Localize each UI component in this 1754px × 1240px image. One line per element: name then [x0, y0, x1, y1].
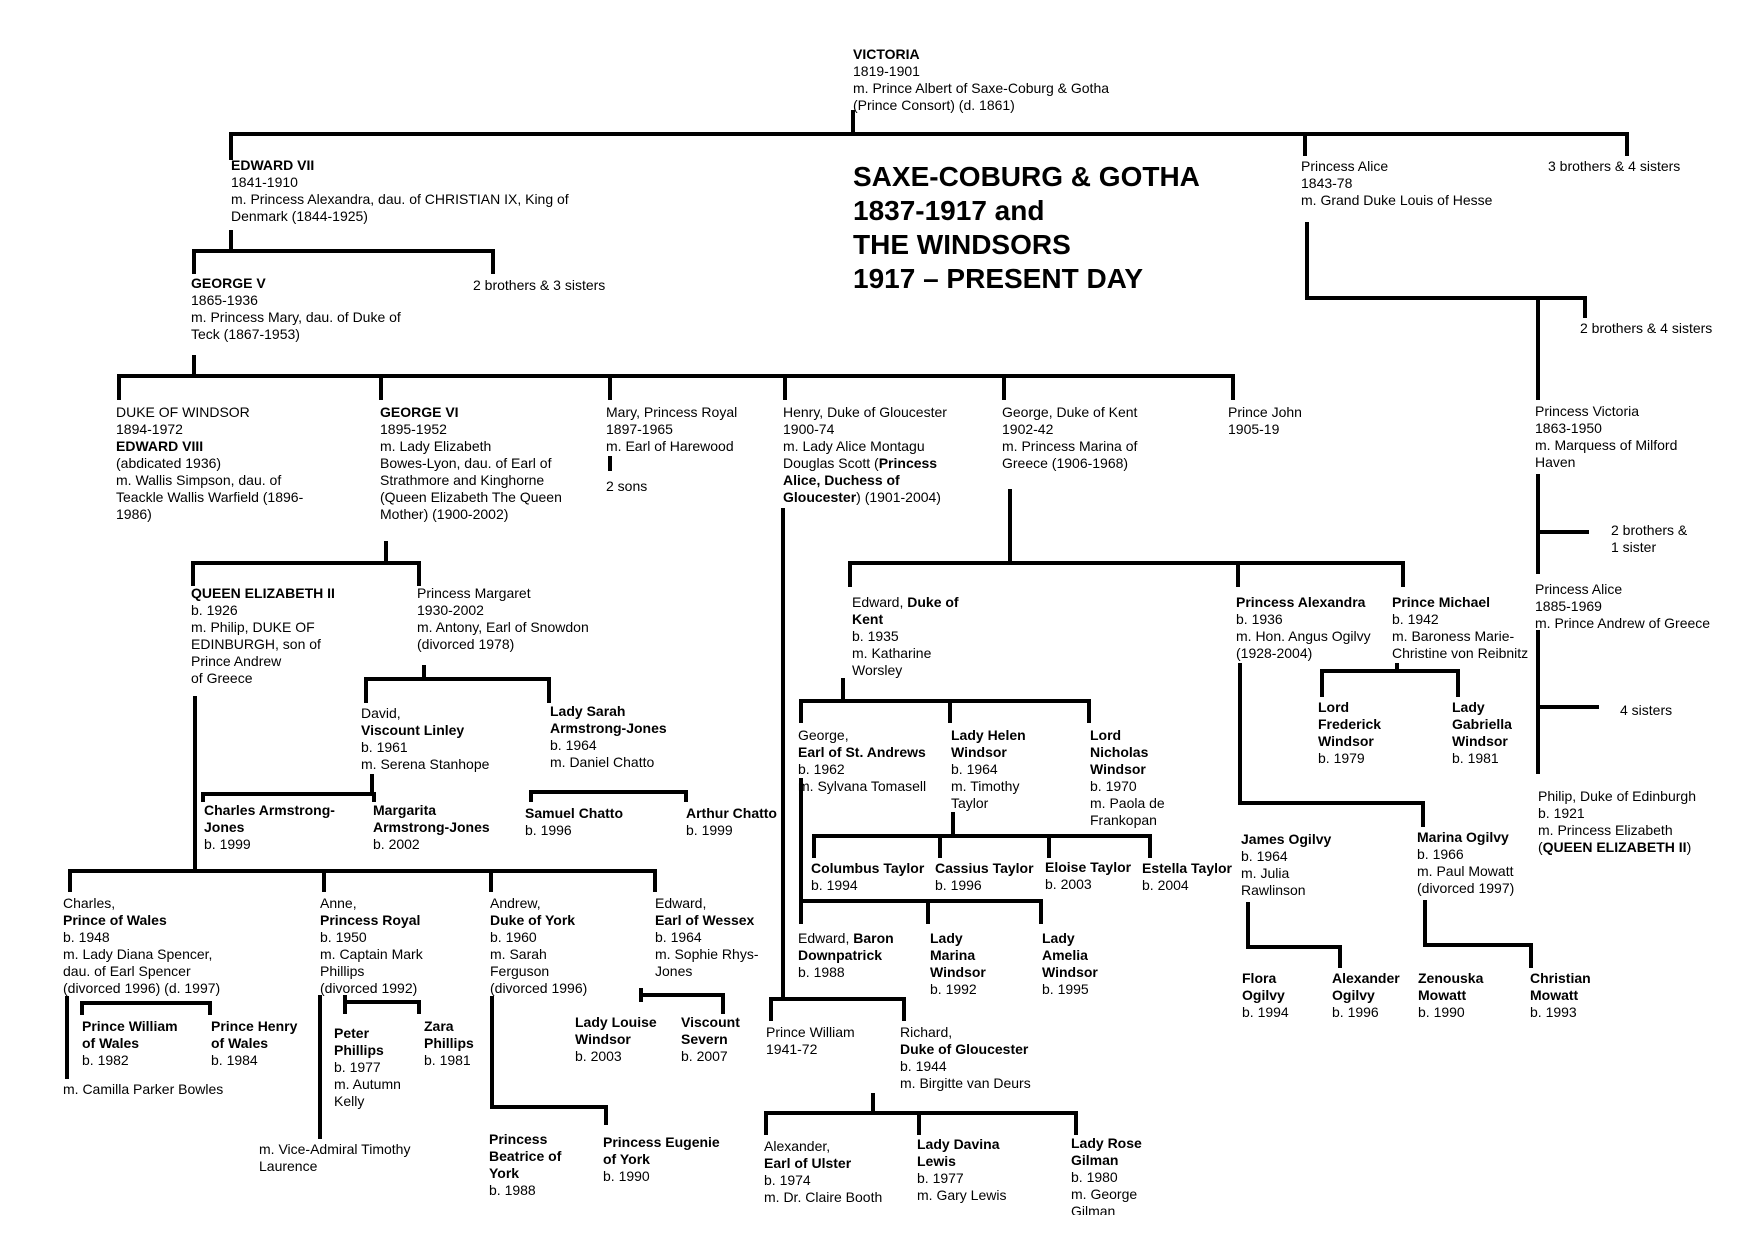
- person-lady-rose-gilman: Lady Rose Gilman b. 1980 m. George Gilman: [1071, 1135, 1142, 1215]
- victoria-other-children: 3 brothers & 4 sisters: [1548, 158, 1681, 174]
- person-george-vi: GEORGE VI 1895-1952 m. Lady Elizabeth Bowes-Lyon, dau. of Earl of Strathmore and Kinghorne (Queen Elizabeth The Queen Mother) (1900-2002): [380, 404, 562, 522]
- person-lord-nicholas-windsor: Lord Nicholas Windsor b. 1970 m. Paola de Frankopan: [1090, 727, 1165, 828]
- anne-second-marriage: m. Vice-Admiral Timothy Laurence: [259, 1141, 411, 1174]
- person-prince-william-of-gloucester: Prince William 1941-72: [766, 1024, 855, 1057]
- person-lady-davina-lewis: Lady Davina Lewis b. 1977 m. Gary Lewis: [917, 1136, 1007, 1203]
- person-richard-duke-of-gloucester: Richard, Duke of Gloucester b. 1944 m. Birgitte van Deurs: [900, 1024, 1031, 1091]
- title-line: 1917 – PRESENT DAY: [853, 263, 1143, 294]
- person-lady-helen-windsor: Lady Helen Windsor b. 1964 m. Timothy Taylor: [951, 727, 1026, 811]
- chart-title: [853, 160, 1200, 296]
- person-viscount-severn: Viscount Severn b. 2007: [681, 1014, 740, 1064]
- person-princess-margaret: Princess Margaret 1930-2002 m. Antony, Earl of Snowdon (divorced 1978): [417, 585, 589, 652]
- charles-second-marriage: m. Camilla Parker Bowles: [63, 1081, 224, 1097]
- person-george-earl-of-st-andrews: George, Earl of St. Andrews b. 1962 m. Sylvana Tomasell: [798, 727, 927, 794]
- person-edward-earl-of-wessex: Edward, Earl of Wessex b. 1964 m. Sophie Rhys- Jones: [655, 895, 759, 979]
- person-princess-eugenie: Princess Eugenie of York b. 1990: [603, 1134, 720, 1184]
- person-christian-mowatt: Christian Mowatt b. 1993: [1530, 970, 1591, 1020]
- person-lady-sarah-armstrong-jones: Lady Sarah Armstrong-Jones b. 1964 m. Daniel Chatto: [550, 703, 667, 770]
- person-charles-prince-of-wales: Charles, Prince of Wales b. 1948 m. Lady Diana Spencer, dau. of Earl Spencer (divorced 1996) (d. 1997): [63, 895, 221, 996]
- title-line: THE WINDSORS: [853, 229, 1071, 260]
- person-princess-alice-hesse: Princess Alice 1843-78 m. Grand Duke Louis of Hesse: [1301, 158, 1493, 208]
- person-lady-amelia-windsor: Lady Amelia Windsor b. 1995: [1042, 930, 1098, 997]
- alice-hesse-other-children: 2 brothers & 4 sisters: [1580, 320, 1713, 336]
- person-margarita-armstrong-jones: Margarita Armstrong-Jones b. 2002: [373, 802, 490, 852]
- person-charles-armstrong-jones: Charles Armstrong- Jones b. 1999: [204, 802, 335, 852]
- person-peter-phillips: Peter Phillips b. 1977 m. Autumn Kelly: [334, 1025, 401, 1109]
- person-cassius-taylor: Cassius Taylor b. 1996: [935, 860, 1034, 893]
- person-samuel-chatto: Samuel Chatto b. 1996: [525, 805, 624, 838]
- person-marina-ogilvy: Marina Ogilvy b. 1966 m. Paul Mowatt (divorced 1997): [1417, 829, 1515, 896]
- person-lord-frederick-windsor: Lord Frederick Windsor b. 1979: [1318, 699, 1382, 766]
- person-victoria: VICTORIA 1819-1901 m. Prince Albert of Saxe-Coburg & Gotha (Prince Consort) (d. 1861): [853, 46, 1110, 113]
- person-princess-beatrice: Princess Beatrice of York b. 1988: [489, 1131, 562, 1198]
- person-andrew-duke-of-york: Andrew, Duke of York b. 1960 m. Sarah Ferguson (divorced 1996): [490, 895, 588, 996]
- person-princess-alice-of-greece: Princess Alice 1885-1969 m. Prince Andrew of Greece: [1535, 581, 1711, 631]
- edward-vii-other-children: 2 brothers & 3 sisters: [473, 277, 606, 293]
- person-zara-phillips: Zara Phillips b. 1981: [424, 1018, 474, 1068]
- person-prince-william-of-wales: Prince William of Wales b. 1982: [82, 1018, 178, 1068]
- person-eloise-taylor: Eloise Taylor b. 2003: [1045, 859, 1132, 892]
- person-edward-baron-downpatrick: Edward, Baron Downpatrick b. 1988: [798, 930, 894, 980]
- person-princess-alexandra: Princess Alexandra b. 1936 m. Hon. Angus Ogilvy (1928-2004): [1236, 594, 1371, 661]
- person-mary-princess-royal: Mary, Princess Royal 1897-1965 m. Earl of Harewood 2 sons: [606, 404, 738, 494]
- title-line: 1837-1917 and: [853, 195, 1045, 226]
- person-james-ogilvy: James Ogilvy b. 1964 m. Julia Rawlinson: [1241, 831, 1332, 898]
- person-prince-john: Prince John 1905-19: [1228, 404, 1302, 437]
- person-columbus-taylor: Columbus Taylor b. 1994: [811, 860, 925, 893]
- person-lady-marina-windsor: Lady Marina Windsor b. 1992: [930, 930, 986, 997]
- person-lady-gabriella-windsor: Lady Gabriella Windsor b. 1981: [1452, 699, 1512, 766]
- person-zenouska-mowatt: Zenouska Mowatt b. 1990: [1418, 970, 1484, 1020]
- person-prince-henry-of-wales: Prince Henry of Wales b. 1984: [211, 1018, 298, 1068]
- person-anne-princess-royal: Anne, Princess Royal b. 1950 m. Captain Mark Phillips (divorced 1992): [320, 895, 423, 996]
- person-princess-victoria: Princess Victoria 1863-1950 m. Marquess of Milford Haven: [1535, 403, 1678, 470]
- person-estella-taylor: Estella Taylor b. 2004: [1142, 860, 1233, 893]
- person-arthur-chatto: Arthur Chatto b. 1999: [686, 805, 777, 838]
- person-alexander-ogilvy: Alexander Ogilvy b. 1996: [1332, 970, 1400, 1020]
- person-flora-ogilvy: Flora Ogilvy b. 1994: [1242, 970, 1289, 1020]
- princess-alice-siblings: 4 sisters: [1620, 702, 1673, 718]
- person-queen-elizabeth-ii: QUEEN ELIZABETH II b. 1926 m. Philip, DUKE OF EDINBURGH, son of Prince Andrew of Greece: [191, 585, 335, 686]
- person-edward-vii: EDWARD VII 1841-1910 m. Princess Alexandra, dau. of CHRISTIAN IX, King of Denmark (1844-1925): [231, 157, 569, 224]
- person-george-duke-of-kent: George, Duke of Kent 1902-42 m. Princess Marina of Greece (1906-1968): [1002, 404, 1138, 471]
- person-duke-of-windsor: DUKE OF WINDSOR 1894-1972 EDWARD VIII (abdicated 1936) m. Wallis Simpson, dau. of Teackle Wallis Warfield (1896- 1986): [116, 404, 304, 522]
- person-edward-duke-of-kent: Edward, Duke of Kent b. 1935 m. Katharine Worsley: [852, 594, 959, 678]
- person-prince-michael: Prince Michael b. 1942 m. Baroness Marie- Christine von Reibnitz: [1392, 594, 1529, 661]
- princess-victoria-siblings: 2 brothers & 1 sister: [1611, 522, 1688, 555]
- person-george-v: GEORGE V 1865-1936 m. Princess Mary, dau. of Duke of Teck (1867-1953): [191, 275, 401, 342]
- person-lady-louise-windsor: Lady Louise Windsor b. 2003: [575, 1014, 657, 1064]
- title-line: SAXE-COBURG & GOTHA: [853, 161, 1200, 192]
- person-philip-duke-of-edinburgh: Philip, Duke of Edinburgh b. 1921 m. Princess Elizabeth (QUEEN ELIZABETH II): [1538, 788, 1696, 855]
- person-henry-duke-of-gloucester: Henry, Duke of Gloucester 1900-74 m. Lady Alice Montagu Douglas Scott (Princess Alice, Duchess of Gloucester) (1901-2004): [783, 404, 947, 505]
- person-alexander-earl-of-ulster: Alexander, Earl of Ulster b. 1974 m. Dr. Claire Booth: [764, 1138, 883, 1205]
- person-viscount-linley: David, Viscount Linley b. 1961 m. Serena Stanhope: [361, 705, 490, 772]
